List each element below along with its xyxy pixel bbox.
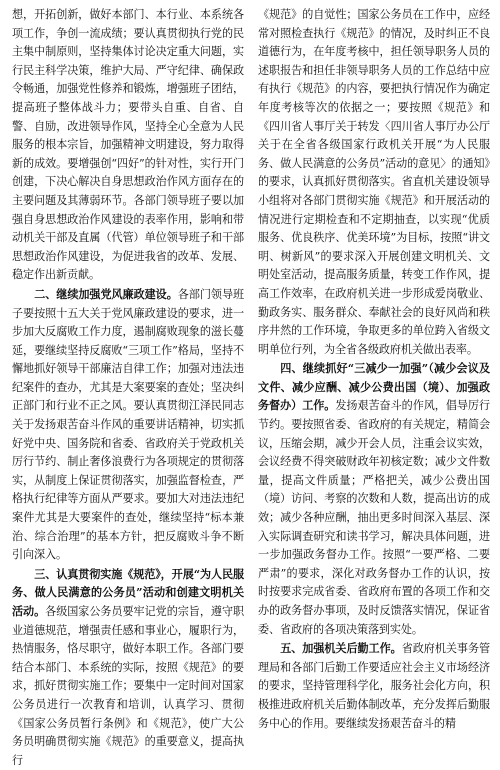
- section-3-body: 各级国家公务员要牢记党的宗旨，遵守职业道德规范，增强责任感和事业心，履职行为，热情服务，恪尽职守，做好本职工作。各部门要结合本部门、本系统的实际，按照《规范》的要求，抓好贯彻实施工作；要集中一定时间对国家公务员进行一次教育和培训，认真学习、贯彻《国家公务员暂行条例》和《规范》，使广大公务员明确贯彻实施《规范》的重要意义，提高执行: [12, 605, 245, 767]
- section-4-heading: 四、继续抓好“三减少一加强”（减少会议及文件、减少应酬、减少公费出国（境）、加强政务督办）工作。: [258, 362, 490, 413]
- section-2-heading: 二、继续加强党风廉政建设。: [34, 287, 178, 301]
- section-5-paragraph: [258, 640, 490, 733]
- section-5-heading: 五、加强机关后勤工作。: [280, 642, 402, 656]
- section-4-body: 发扬艰苦奋斗的作风，倡导厉行节约。要按照省委、省政府的有关规定，精简会议，压缩会期，减少开会人员，注重会议实效，会议经费不得突破财政年初核定数；减少文件数量，提高文件质量；严格把关，减少公费出国（境）访问、考察的次数和人数，提高出访的成效；减少各种应酬，抽出更多时间深入基层、深入实际调查研究和读书学习，解决具体问题，进一步加强政务督办工作。按照“一要严格、二要严肃”的要求，深化对政务督办工作的认识，按时按要求完成省委、省政府布置的各项工作和交办的政务督办事项，及时反馈落实情况，保证省委、省政府的各项决策落到实处。: [258, 399, 490, 636]
- section-3-heading: 三、认真贯彻实施《规范》，开展“为人民服务、做人民满意的公务员”活动和创建文明机关活动。: [12, 567, 244, 618]
- right-column: [258, 6, 490, 730]
- section-2-paragraph: [12, 286, 244, 565]
- section-3-paragraph: [12, 566, 244, 770]
- section-2-body: 各部门领导班子要按照十五大关于党风廉政建设的要求，进一步加大反腐败工作力度，遏制腐败现象的滋长蔓延，要继续坚持反腐败“三项工作”格局，坚持不懈地抓好领导干部廉洁自律工作；加强对违法违纪案件的查办，尤其是大案要案的查处；坚决纠正部门和行业不正之风。要认真贯彻江泽民同志关于发扬艰苦奋斗作风的重要讲话精神，切实抓好党中央、国务院和省委、省政府关于党政机关厉行节约、制止奢侈浪费行为各项规定的贯彻落实，从制度上保证贯彻落实，加强监督检查，严格执行纪律等方面从严要求。要加大对违法违纪案件尤其是大要案件的查处，继续坚持“标本兼治、综合治理”的基本方针，把反腐败斗争不断引向深入。: [12, 287, 245, 562]
- section-3-continued: 《规范》的自觉性；国家公务员在工作中，应经常对照检查执行《规范》的情况，及时纠正不良道德行为，在年度考核中，担任领导职务人员的述职报告和担任非领导职务人员的工作总结中应有执行《规范》的内容，要把执行情况作为确定年度考核等次的依据之一；要按照《规范》和《四川省人事厅关于转发〈四川省人事厅办公厅关于在全省各级国家行政机关开展“为人民服务、做人民满意的公务员”活动的意见〉的通知》的要求，认真抓好贯彻落实。省直机关建设领导小组将对各部门贯彻实施《规范》和开展活动的情况进行定期检查和不定期抽查，以实现“优质服务、优良秩序、优美环境”为目标，按照“讲文明、树新风”的要求深入开展创建文明机关、文明处室活动，提高服务质量，转变工作作风，提高工作效率，在政府机关进一步形成爱岗敬业、勤政务实、服务群众、奉献社会的良好风尚和秩序井然的工作环境，争取更多的单位跨入省级文明单位行列，为全省各级政府机关做出表率。: [258, 8, 490, 356]
- paragraph-continued: 想，开拓创新，做好本部门、本行业、本系统各项工作，争创一流成绩；要认真贯彻执行党的民主集中制原则，坚持集体讨论决定重大问题，实行民主科学决策，维护大局、严守纪律、确保政令畅通，加强党性修养和锻炼，增强班子团结，提高班子整体战斗力；要带头自重、自省、自警、自励，改进领导作风，坚持全心全意为人民服务的根本宗旨，加强精神文明建设，努力取得新的成效。要增强创“四好”的针对性，实行开门创建，下决心解决自身思想政治作风方面存在的主要问题及其薄弱环节。各部门领导班子要以加强自身思想政治作风建设的表率作用，影响和带动机关干部及直属（代管）单位领导班子和干部思想政治作风建设，为促进我省的改革、发展、稳定作出新贡献。: [12, 8, 244, 282]
- left-column: [12, 6, 245, 767]
- section-4-paragraph: [258, 360, 490, 639]
- section-5-body: 省政府机关事务管理局和各部门后勤工作要适应社会主义市场经济的要求，坚持管理科学化，服务社会化方向，积极推进政府机关后勤体制改革，充分发挥后勤服务中心的作用。要继续发扬艰苦奋斗的精: [258, 642, 490, 730]
